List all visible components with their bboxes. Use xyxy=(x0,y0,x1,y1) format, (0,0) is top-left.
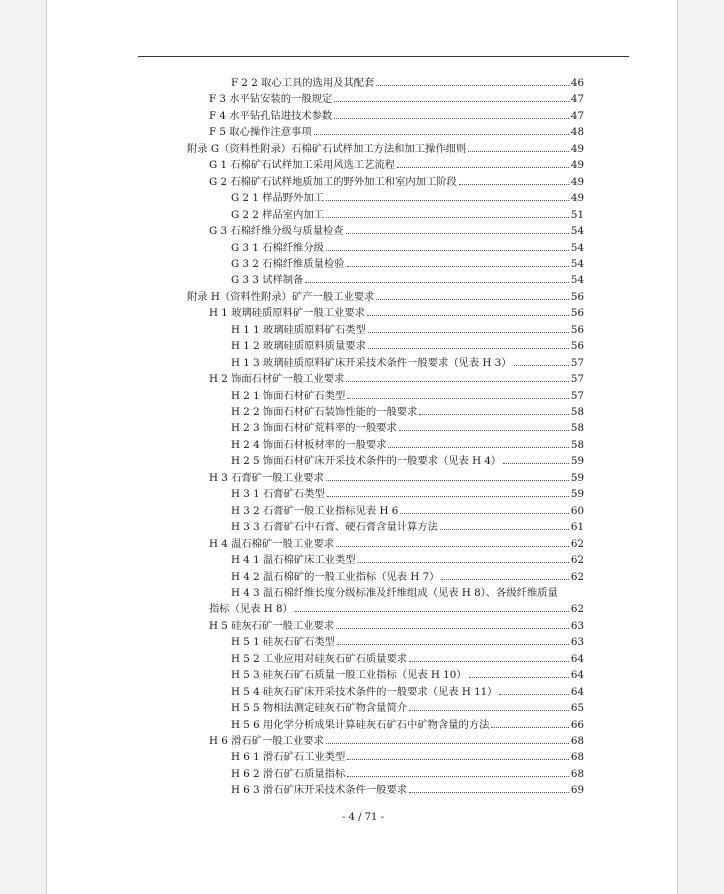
toc-entry[interactable] xyxy=(231,749,584,765)
toc-leader-dots xyxy=(399,429,569,431)
toc-entry[interactable] xyxy=(231,453,584,469)
toc-leader-dots xyxy=(368,331,569,333)
toc-leader-dots xyxy=(491,726,568,728)
toc-page-number: 63 xyxy=(570,619,584,632)
toc-entry[interactable] xyxy=(209,124,584,140)
toc-page-number: 49 xyxy=(570,159,584,172)
toc-entry[interactable] xyxy=(231,684,584,700)
toc-page-number: 58 xyxy=(570,422,584,435)
toc-entry[interactable] xyxy=(231,766,584,782)
toc-entry[interactable] xyxy=(231,717,584,733)
toc-entry-title: G 1 石棉矿石试样加工采用风选工艺流程 xyxy=(209,159,396,172)
toc-leader-dots xyxy=(295,610,569,612)
toc-page-number: 59 xyxy=(570,471,584,484)
toc-entry[interactable] xyxy=(231,355,584,371)
toc-entry-title: H 3 1 石膏矿石类型 xyxy=(231,488,325,501)
toc-page-number: 54 xyxy=(570,225,584,238)
toc-entry-title: F 4 水平钻孔钻进技术参数 xyxy=(209,109,333,122)
toc-entry[interactable] xyxy=(231,338,584,354)
toc-entry[interactable] xyxy=(231,569,584,585)
toc-leader-dots xyxy=(305,281,569,283)
toc-leader-dots xyxy=(326,742,569,744)
toc-entry-title: G 2 2 样品室内加工 xyxy=(231,208,324,221)
page-number: - 4 / 71 - xyxy=(342,812,384,823)
toc-page-number: 46 xyxy=(570,77,584,89)
toc-leader-dots xyxy=(368,347,569,349)
toc-page-number: 58 xyxy=(570,406,584,418)
toc-entry[interactable] xyxy=(231,207,584,223)
toc-entry-title: H 5 4 硅灰石矿床开采技术条件的一般要求（见表 H 11） xyxy=(231,685,498,698)
toc-entry-title: G 2 1 样品野外加工 xyxy=(231,192,324,205)
toc-entry[interactable] xyxy=(231,272,584,288)
toc-page-number: 56 xyxy=(570,307,584,320)
toc-entry-title: 附录 H（资料性附录）矿产一般工业要求 xyxy=(187,290,375,303)
toc-entry-title: H 2 2 饰面石材矿石装饰性能的一般要求 xyxy=(231,406,418,418)
toc-entry[interactable] xyxy=(231,388,584,404)
toc-page-number: 58 xyxy=(570,438,584,451)
toc-page-number: 57 xyxy=(570,389,584,402)
toc-leader-dots xyxy=(314,133,569,135)
toc-leader-dots xyxy=(409,660,569,662)
toc-entry[interactable] xyxy=(231,503,584,519)
toc-entry[interactable] xyxy=(231,240,584,256)
toc-leader-dots xyxy=(409,791,569,793)
toc-page-number: 69 xyxy=(570,784,584,797)
toc-page-number: 66 xyxy=(570,718,584,731)
toc-entry-title: H 6 3 滑石矿床开采技术条件一般要求 xyxy=(231,784,408,797)
toc-entry[interactable] xyxy=(231,585,558,601)
toc-entry[interactable] xyxy=(187,141,584,157)
toc-entry-title: H 5 6 用化学分析成果计算硅灰石矿石中矿物含量的方法 xyxy=(231,718,490,731)
toc-entry[interactable] xyxy=(231,519,584,535)
toc-page-number: 64 xyxy=(570,652,584,665)
toc-entry-title: H 6 滑石矿一般工业要求 xyxy=(209,735,324,747)
toc-page-number: 59 xyxy=(570,455,584,468)
toc-leader-dots xyxy=(326,199,569,201)
toc-entry-title: H 6 1 滑石矿石工业类型 xyxy=(231,751,346,764)
toc-leader-dots xyxy=(503,462,569,464)
toc-entry-title: H 1 2 玻璃硅质原料质量要求 xyxy=(231,340,366,353)
toc-page-number: 59 xyxy=(570,488,584,501)
toc-leader-dots xyxy=(400,512,569,514)
toc-entry-title: H 3 2 石膏矿一般工业指标见表 H 6 xyxy=(231,504,399,517)
toc-leader-dots xyxy=(459,183,569,185)
toc-page-number: 60 xyxy=(570,504,584,517)
toc-leader-dots xyxy=(468,150,569,152)
toc-entry-title: H 1 玻璃硅质原料矿一般工业要求 xyxy=(209,307,365,320)
toc-page-number: 47 xyxy=(570,93,584,106)
toc-leader-dots xyxy=(419,413,569,415)
toc-leader-dots xyxy=(441,578,568,580)
toc-entry-title: H 6 2 滑石矿石质量指标 xyxy=(231,767,346,780)
toc-entry[interactable] xyxy=(231,552,584,568)
toc-entry-title: F 2 2 取心工具的选用及其配套 xyxy=(231,77,375,89)
toc-page-number: 56 xyxy=(570,323,584,336)
toc-entry-title: H 1 3 玻璃硅质原料矿床开采技术条件一般要求（见表 H 3） xyxy=(231,356,512,369)
toc-leader-dots xyxy=(334,100,569,102)
toc-entry[interactable] xyxy=(231,437,584,453)
toc-page-number: 49 xyxy=(570,142,584,155)
toc-entry[interactable] xyxy=(209,223,584,239)
toc-entry[interactable] xyxy=(231,651,584,667)
toc-leader-dots xyxy=(388,446,568,448)
toc-page-number: 54 xyxy=(570,241,584,254)
toc-leader-dots xyxy=(326,249,569,251)
toc-page-number: 57 xyxy=(570,356,584,369)
toc-entry[interactable] xyxy=(231,322,584,338)
toc-leader-dots xyxy=(346,380,569,382)
toc-page-number: 62 xyxy=(570,570,584,583)
toc-entry-title: H 2 饰面石材矿一般工业要求 xyxy=(209,373,345,386)
toc-entry-title: G 3 2 石棉纤维质量检验 xyxy=(231,257,345,270)
toc-page-number: 49 xyxy=(570,175,584,188)
toc-leader-dots xyxy=(499,693,568,695)
toc-entry[interactable] xyxy=(209,157,584,173)
toc-leader-dots xyxy=(334,117,569,119)
toc-entry-title: H 5 5 物相法测定硅灰石矿物含量简介 xyxy=(231,702,408,715)
toc-page-number: 68 xyxy=(570,767,584,780)
toc-entry[interactable] xyxy=(209,305,584,321)
toc-entry[interactable] xyxy=(209,470,584,486)
toc-leader-dots xyxy=(409,709,569,711)
toc-entry[interactable] xyxy=(209,618,584,634)
toc-entry-title: 指标（见表 H 8） xyxy=(209,603,293,616)
toc-leader-dots xyxy=(358,561,569,563)
toc-leader-dots xyxy=(326,216,569,218)
toc-entry-title: H 5 3 硅灰石矿石质量一般工业指标（见表 H 10） xyxy=(231,669,467,682)
toc-leader-dots xyxy=(337,643,569,645)
toc-page-number: 56 xyxy=(570,340,584,353)
toc-leader-dots xyxy=(469,676,569,678)
toc-entry[interactable] xyxy=(231,190,584,206)
toc-leader-dots xyxy=(514,364,569,366)
toc-leader-dots xyxy=(336,627,569,629)
toc-page-number: 68 xyxy=(570,751,584,764)
toc-page-number: 62 xyxy=(570,537,584,550)
toc-page-number: 65 xyxy=(570,702,584,715)
toc-entry-title: G 2 石棉矿石试样地质加工的野外加工和室内加工阶段 xyxy=(209,175,457,188)
toc-entry[interactable] xyxy=(231,782,584,798)
toc-entry-title: H 5 硅灰石矿一般工业要求 xyxy=(209,619,335,632)
toc-leader-dots xyxy=(376,298,569,300)
toc-entry-title: H 4 3 温石棉纤维长度分级标准及纤维组成（见表 H 8）、各级纤维质量 xyxy=(231,586,558,599)
toc-leader-dots xyxy=(347,397,569,399)
toc-entry-title: H 2 4 饰面石材板材率的一般要求 xyxy=(231,438,387,451)
toc-entry-title: H 2 3 饰面石材矿荒料率的一般要求 xyxy=(231,422,397,435)
toc-entry[interactable] xyxy=(231,486,584,502)
toc-page-number: 63 xyxy=(570,636,584,649)
toc-entry-title: G 3 3 试样制备 xyxy=(231,274,304,287)
toc-leader-dots xyxy=(326,479,569,481)
toc-leader-dots xyxy=(397,166,569,168)
toc-entry[interactable] xyxy=(209,174,584,190)
document-page xyxy=(46,0,678,894)
toc-entry-title: G 3 1 石棉纤维分级 xyxy=(231,241,324,254)
toc-entry[interactable] xyxy=(231,256,584,272)
toc-entry-title: H 1 1 玻璃硅质原料矿石类型 xyxy=(231,323,366,336)
toc-entry-title: H 4 1 温石棉矿床工业类型 xyxy=(231,554,356,567)
toc-entry-title: H 3 石膏矿一般工业要求 xyxy=(209,471,324,484)
toc-page-number: 47 xyxy=(570,109,584,122)
toc-entry-title: F 5 取心操作注意事项 xyxy=(209,126,312,139)
toc-entry[interactable] xyxy=(231,634,584,650)
toc-entry-title: H 2 1 饰面石材矿石类型 xyxy=(231,389,346,402)
toc-entry[interactable] xyxy=(231,420,584,436)
toc-leader-dots xyxy=(347,775,569,777)
toc-entry[interactable] xyxy=(209,536,584,552)
toc-entry[interactable] xyxy=(209,371,584,387)
toc-entry[interactable] xyxy=(209,91,584,107)
toc-entry[interactable] xyxy=(231,700,584,716)
toc-entry[interactable] xyxy=(209,601,584,617)
toc-entry-title: H 2 5 饰面石材矿床开采技术条件的一般要求（见表 H 4） xyxy=(231,455,502,468)
toc-entry-title: F 3 水平钻安装的一般规定 xyxy=(209,93,333,106)
toc-leader-dots xyxy=(347,758,569,760)
toc-leader-dots xyxy=(367,314,569,316)
toc-page-number: 64 xyxy=(570,669,584,682)
toc-entry-title: H 4 2 温石棉矿的一般工业指标（见表 H 7） xyxy=(231,570,440,583)
toc-page-number: 54 xyxy=(570,257,584,270)
toc-leader-dots xyxy=(336,545,569,547)
toc-page-number: 62 xyxy=(570,554,584,567)
toc-entry[interactable] xyxy=(187,289,584,305)
toc-leader-dots xyxy=(376,84,569,86)
toc-page-number: 68 xyxy=(570,735,584,747)
toc-entry[interactable] xyxy=(231,75,584,91)
toc-leader-dots xyxy=(347,265,569,267)
toc-entry-title: H 4 温石棉矿一般工业要求 xyxy=(209,537,335,550)
toc-page-number: 48 xyxy=(570,126,584,139)
toc-entry[interactable] xyxy=(231,404,584,420)
toc-leader-dots xyxy=(346,232,569,234)
toc-entry-title: 附录 G（资料性附录）石棉矿石试样加工方法和加工操作细则 xyxy=(187,142,467,155)
toc-page-number: 57 xyxy=(570,373,584,386)
toc-page-number: 64 xyxy=(570,685,584,698)
toc-leader-dots xyxy=(327,495,569,497)
toc-page-number: 49 xyxy=(570,192,584,205)
header-rule xyxy=(138,56,629,57)
toc-page-number: 54 xyxy=(570,274,584,287)
toc-entry-title: G 3 石棉纤维分级与质量检查 xyxy=(209,225,344,238)
toc-leader-dots xyxy=(440,528,569,530)
toc-entry-title: H 5 2 工业应用对硅灰石矿石质量要求 xyxy=(231,652,408,665)
toc-entry-title: H 3 3 石膏矿石中石膏、硬石膏含量计算方法 xyxy=(231,521,438,534)
toc-entry[interactable] xyxy=(231,667,584,683)
toc-page-number: 61 xyxy=(570,521,584,534)
toc-entry[interactable] xyxy=(209,733,584,749)
toc-entry[interactable] xyxy=(209,108,584,124)
toc-page-number: 56 xyxy=(570,290,584,303)
toc-entry-title: H 5 1 硅灰石矿石类型 xyxy=(231,636,335,649)
toc-page-number: 62 xyxy=(570,603,584,616)
toc-page-number: 51 xyxy=(570,208,584,221)
